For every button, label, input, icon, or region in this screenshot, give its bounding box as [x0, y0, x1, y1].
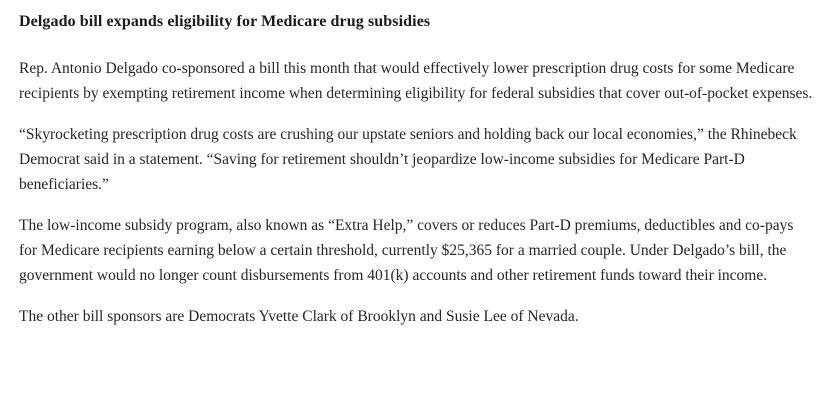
article-paragraph-sponsors: The other bill sponsors are Democrats Yvette Clark of Brooklyn and Susie Lee of Nevada.: [19, 308, 579, 325]
article-paragraph: Rep. Antonio Delgado co-sponsored a bill this month that would effectively lower prescription drug costs for some Medicare recipients by exempting retirement income when determining eligibility for federal subsidies that cover out-of-pocket expenses.: [19, 60, 813, 102]
article-paragraph-quote: “Skyrocketing prescription drug costs are crushing our upstate seniors and holding back our local economies,” the Rhinebeck Democrat said in a statement. “Saving for retirement shouldn’t jeopardize low-income subsidies for Medicare Part-D beneficiaries.”: [19, 126, 797, 193]
article-paragraph-program: The low-income subsidy program, also known as “Extra Help,” covers or reduces Part-D premiums, deductibles and co-pays for Medicare recipients earning below a certain threshold, currently $25,365 for a married couple. Under Delgado’s bill, the government would no longer count disbursements from 401(k) accounts and other retirement funds toward their income.: [19, 217, 794, 284]
article-headline: Delgado bill expands eligibility for Medicare drug subsidies: [19, 13, 431, 30]
